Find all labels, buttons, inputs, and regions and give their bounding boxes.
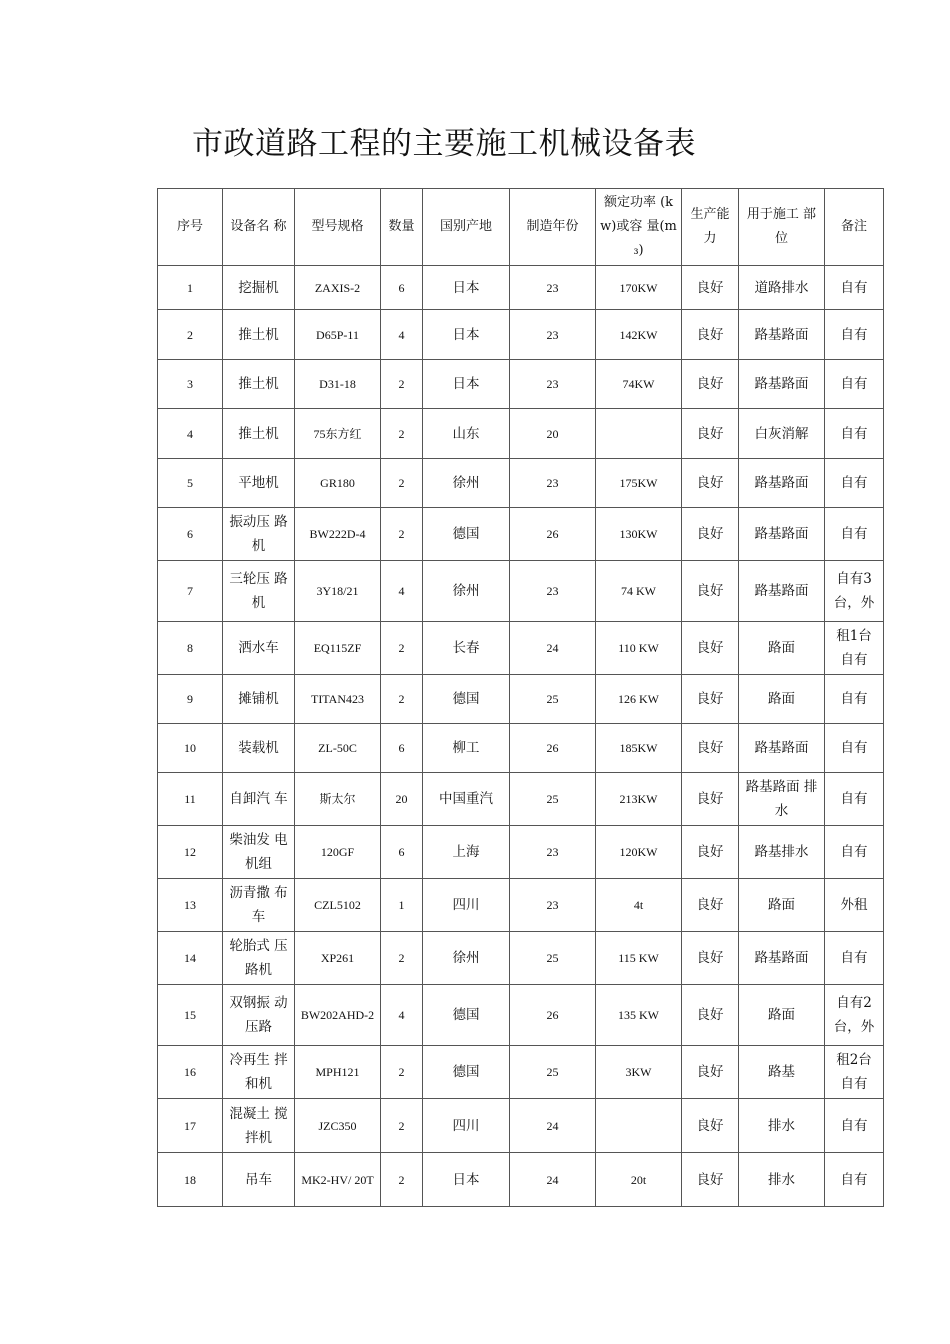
table-cell: 自有2台，外 (825, 985, 884, 1046)
table-cell: 德国 (423, 985, 510, 1046)
header-cell: 生产能力 (682, 189, 739, 266)
header-cell: 额定功率 (kw)或容 量(m₃) (596, 189, 682, 266)
table-cell: 6 (381, 266, 423, 310)
table-cell: 2 (381, 1046, 423, 1099)
table-cell: 26 (510, 985, 596, 1046)
table-cell: 路基路面 (739, 932, 825, 985)
table-row (158, 561, 884, 622)
header-cell: 制造年份 (510, 189, 596, 266)
table-cell: 三轮压 路机 (223, 561, 295, 622)
header-cell: 国别产地 (423, 189, 510, 266)
table-cell: XP261 (295, 932, 381, 985)
table-cell: 良好 (682, 508, 739, 561)
table-cell: 德国 (423, 508, 510, 561)
table-cell: 115 KW (596, 932, 682, 985)
table-cell: D31-18 (295, 360, 381, 409)
table-cell: 良好 (682, 879, 739, 932)
header-row (158, 189, 884, 266)
table-cell: 6 (158, 508, 223, 561)
table-row (158, 675, 884, 724)
table-cell: 4 (158, 409, 223, 459)
table-cell: 路基路面 (739, 561, 825, 622)
table-cell: GR180 (295, 459, 381, 508)
table-cell: 推土机 (223, 310, 295, 360)
table-cell: 路基路面 (739, 459, 825, 508)
table-cell: 2 (381, 932, 423, 985)
table-cell: 4 (381, 985, 423, 1046)
table-cell: 路基路面 排水 (739, 773, 825, 826)
table-cell: ZL-50C (295, 724, 381, 773)
table-cell: 徐州 (423, 932, 510, 985)
table-cell: 装载机 (223, 724, 295, 773)
table-cell: 摊铺机 (223, 675, 295, 724)
table-cell: 20t (596, 1153, 682, 1207)
table-cell: 110 KW (596, 622, 682, 675)
table-row (158, 985, 884, 1046)
table-row (158, 932, 884, 985)
table-cell: 良好 (682, 310, 739, 360)
table-cell: EQ115ZF (295, 622, 381, 675)
table-cell: 中国重汽 (423, 773, 510, 826)
table-cell: 2 (381, 508, 423, 561)
table-cell: 良好 (682, 1046, 739, 1099)
table-cell: 120KW (596, 826, 682, 879)
table-cell: 自有 (825, 360, 884, 409)
table-cell: 26 (510, 724, 596, 773)
table-cell: 良好 (682, 985, 739, 1046)
table-cell: 23 (510, 266, 596, 310)
table-row (158, 622, 884, 675)
table-cell: 自有 (825, 826, 884, 879)
table-cell: JZC350 (295, 1099, 381, 1153)
table-cell (596, 409, 682, 459)
table-cell: 130KW (596, 508, 682, 561)
table-cell: 23 (510, 310, 596, 360)
table-row (158, 724, 884, 773)
table-cell: 良好 (682, 360, 739, 409)
table-cell: 四川 (423, 879, 510, 932)
table-cell: 日本 (423, 360, 510, 409)
table-cell: 11 (158, 773, 223, 826)
table-cell: 良好 (682, 622, 739, 675)
table-cell: 5 (158, 459, 223, 508)
table-row (158, 459, 884, 508)
header-cell: 备注 (825, 189, 884, 266)
table-cell: 2 (381, 409, 423, 459)
table-cell: 自有 (825, 724, 884, 773)
table-row (158, 1099, 884, 1153)
table-cell: 自有 (825, 773, 884, 826)
table-cell: 推土机 (223, 409, 295, 459)
table-cell: 20 (381, 773, 423, 826)
table-cell: 7 (158, 561, 223, 622)
table-cell: 16 (158, 1046, 223, 1099)
table-cell: 2 (381, 1153, 423, 1207)
table-cell: 18 (158, 1153, 223, 1207)
table-cell: 2 (158, 310, 223, 360)
table-cell: 25 (510, 1046, 596, 1099)
table-cell: 175KW (596, 459, 682, 508)
table-row (158, 879, 884, 932)
table-cell: 路基路面 (739, 360, 825, 409)
table-cell: 排水 (739, 1099, 825, 1153)
table-cell: 徐州 (423, 561, 510, 622)
table-cell: BW222D-4 (295, 508, 381, 561)
table-cell: 6 (381, 724, 423, 773)
table-cell: 良好 (682, 932, 739, 985)
table-cell: 吊车 (223, 1153, 295, 1207)
table-cell: 170KW (596, 266, 682, 310)
table-cell: 24 (510, 1099, 596, 1153)
table-cell: 良好 (682, 409, 739, 459)
table-cell: 24 (510, 1153, 596, 1207)
table-cell: 自有 (825, 459, 884, 508)
table-cell: 23 (510, 826, 596, 879)
table-cell: 4 (381, 310, 423, 360)
header-cell: 序号 (158, 189, 223, 266)
table-cell: 自卸汽 车 (223, 773, 295, 826)
table-cell: 23 (510, 879, 596, 932)
table-cell: 良好 (682, 459, 739, 508)
table-cell: 路面 (739, 675, 825, 724)
table-cell: 25 (510, 932, 596, 985)
table-cell: 74KW (596, 360, 682, 409)
table-cell: 平地机 (223, 459, 295, 508)
table-cell: 路面 (739, 985, 825, 1046)
table-row (158, 1046, 884, 1099)
table-cell: D65P-11 (295, 310, 381, 360)
table-cell: 良好 (682, 826, 739, 879)
table-row (158, 266, 884, 310)
table-cell: 12 (158, 826, 223, 879)
table-cell: 9 (158, 675, 223, 724)
table-cell: 柳工 (423, 724, 510, 773)
table-cell: 冷再生 拌和机 (223, 1046, 295, 1099)
table-cell: 推土机 (223, 360, 295, 409)
table-cell: 75东方红 (295, 409, 381, 459)
table-cell: 23 (510, 561, 596, 622)
table-cell: 良好 (682, 773, 739, 826)
header-cell: 数量 (381, 189, 423, 266)
table-cell: 混凝土 搅拌机 (223, 1099, 295, 1153)
table-row (158, 508, 884, 561)
table-cell: 斯太尔 (295, 773, 381, 826)
table-cell: 自有 (825, 310, 884, 360)
table-cell: 3Y18/21 (295, 561, 381, 622)
table-cell: 3KW (596, 1046, 682, 1099)
header-cell: 型号规格 (295, 189, 381, 266)
table-cell: 路基路面 (739, 310, 825, 360)
table-cell: 上海 (423, 826, 510, 879)
table-cell: 25 (510, 773, 596, 826)
table-cell: 13 (158, 879, 223, 932)
table-cell: 路基排水 (739, 826, 825, 879)
table-cell: 排水 (739, 1153, 825, 1207)
table-cell: 213KW (596, 773, 682, 826)
table-row (158, 360, 884, 409)
table-cell: 126 KW (596, 675, 682, 724)
table-cell: 良好 (682, 266, 739, 310)
table-cell: 2 (381, 459, 423, 508)
table-cell: 25 (510, 675, 596, 724)
table-cell: 路基 (739, 1046, 825, 1099)
table-cell: 185KW (596, 724, 682, 773)
table-cell: 轮胎式 压路机 (223, 932, 295, 985)
table-cell: 双钢振 动压路 (223, 985, 295, 1046)
table-cell: 路基路面 (739, 724, 825, 773)
table-cell: 142KW (596, 310, 682, 360)
table-cell: 135 KW (596, 985, 682, 1046)
table-cell: 自有 (825, 1099, 884, 1153)
table-cell: 沥青撒 布车 (223, 879, 295, 932)
page-title: 市政道路工程的主要施工机械设备表 (192, 126, 696, 162)
table-cell: 道路排水 (739, 266, 825, 310)
table-cell: 徐州 (423, 459, 510, 508)
table-cell: 2 (381, 622, 423, 675)
table-cell: 1 (158, 266, 223, 310)
table-cell: 1 (381, 879, 423, 932)
table-cell: BW202AHD-2 (295, 985, 381, 1046)
table-cell: 26 (510, 508, 596, 561)
table-cell: 良好 (682, 724, 739, 773)
table-cell: 良好 (682, 1099, 739, 1153)
table-cell: 2 (381, 675, 423, 724)
table-cell: 自有 (825, 675, 884, 724)
header-cell: 设备名 称 (223, 189, 295, 266)
table-cell (596, 1099, 682, 1153)
table-cell: 山东 (423, 409, 510, 459)
table-cell: 10 (158, 724, 223, 773)
table-cell: 四川 (423, 1099, 510, 1153)
table-cell: 4t (596, 879, 682, 932)
table-row (158, 1153, 884, 1207)
table-cell: 3 (158, 360, 223, 409)
table-cell: 23 (510, 459, 596, 508)
table-row (158, 826, 884, 879)
table-row (158, 773, 884, 826)
table-cell: 15 (158, 985, 223, 1046)
table-cell: 23 (510, 360, 596, 409)
table-cell: MPH121 (295, 1046, 381, 1099)
table-cell: 自有 (825, 409, 884, 459)
table-cell: MK2-HV/ 20T (295, 1153, 381, 1207)
table-cell: ZAXIS-2 (295, 266, 381, 310)
table-cell: 8 (158, 622, 223, 675)
table-cell: 德国 (423, 675, 510, 724)
equipment-table (157, 188, 884, 1207)
table-cell: 白灰消解 (739, 409, 825, 459)
table-cell: 德国 (423, 1046, 510, 1099)
table-cell: 日本 (423, 266, 510, 310)
table-cell: 良好 (682, 675, 739, 724)
table-cell: 自有 (825, 266, 884, 310)
table-cell: 4 (381, 561, 423, 622)
table-cell: 外租 (825, 879, 884, 932)
table-cell: 路基路面 (739, 508, 825, 561)
table-cell: 日本 (423, 310, 510, 360)
table-cell: 振动压 路机 (223, 508, 295, 561)
table-cell: 6 (381, 826, 423, 879)
table-cell: 自有 (825, 1153, 884, 1207)
table-cell: 路面 (739, 622, 825, 675)
table-cell: 长春 (423, 622, 510, 675)
table-cell: 2 (381, 1099, 423, 1153)
table-cell: 自有 (825, 932, 884, 985)
table-cell: 自有 (825, 508, 884, 561)
table-cell: 120GF (295, 826, 381, 879)
table-row (158, 310, 884, 360)
table-cell: 租1台 自有 (825, 622, 884, 675)
table-cell: 日本 (423, 1153, 510, 1207)
table-cell: 良好 (682, 561, 739, 622)
table-row (158, 409, 884, 459)
table-cell: 17 (158, 1099, 223, 1153)
table-cell: 24 (510, 622, 596, 675)
header-cell: 用于施工 部位 (739, 189, 825, 266)
table-cell: 挖掘机 (223, 266, 295, 310)
table-cell: 14 (158, 932, 223, 985)
table-cell: 洒水车 (223, 622, 295, 675)
table-cell: 良好 (682, 1153, 739, 1207)
table-cell: 柴油发 电机组 (223, 826, 295, 879)
table-cell: 租2台 自有 (825, 1046, 884, 1099)
table-cell: 路面 (739, 879, 825, 932)
table-cell: 20 (510, 409, 596, 459)
table-cell: 74 KW (596, 561, 682, 622)
table-cell: 自有3台，外 (825, 561, 884, 622)
table-cell: CZL5102 (295, 879, 381, 932)
table-cell: TITAN423 (295, 675, 381, 724)
table-cell: 2 (381, 360, 423, 409)
